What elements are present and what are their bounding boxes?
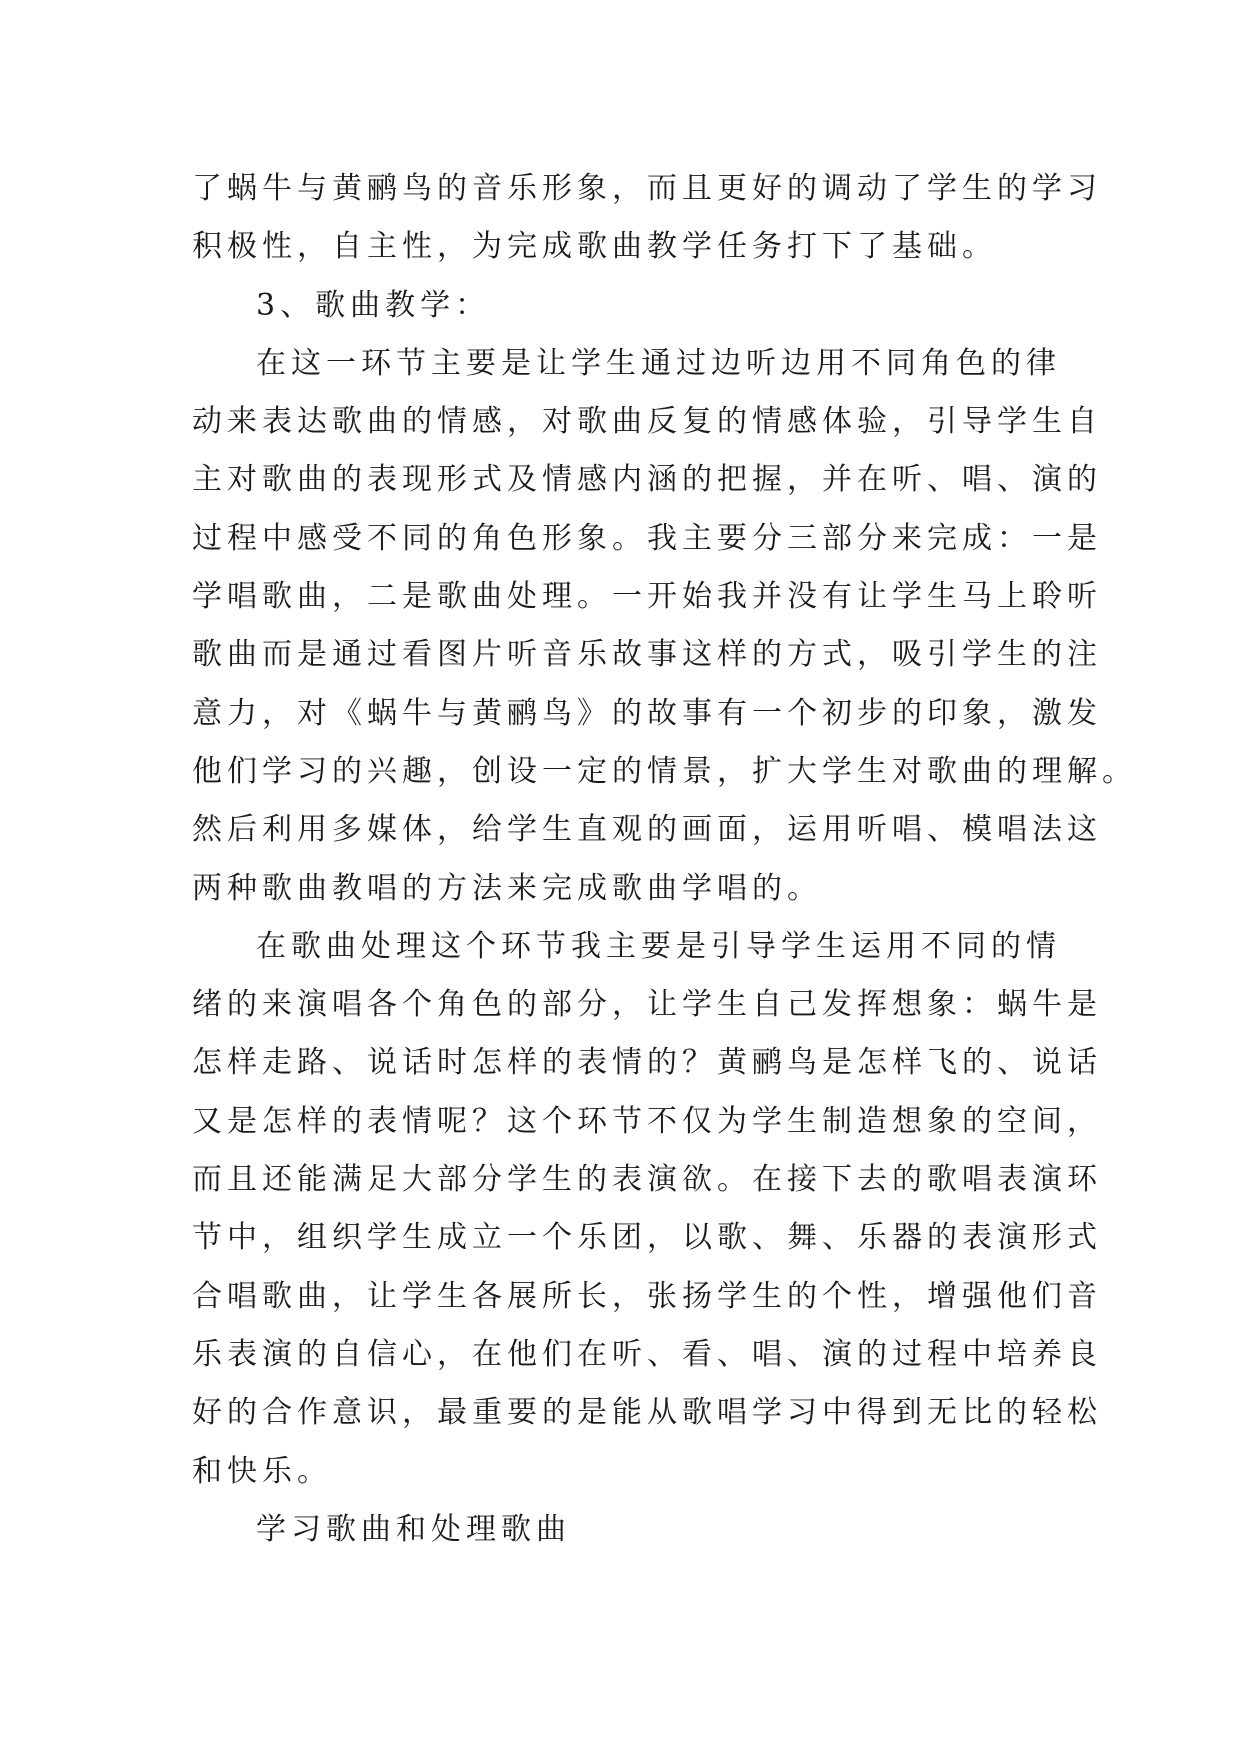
text-line: 节中，组织学生成立一个乐团，以歌、舞、乐器的表演形式 (192, 1220, 1102, 1256)
text-line: 绪的来演唱各个角色的部分，让学生自己发挥想象：蜗牛是 (192, 987, 1102, 1023)
text-line: 学唱歌曲，二是歌曲处理。一开始我并没有让学生马上聆听 (192, 579, 1102, 615)
text-line: 好的合作意识，最重要的是能从歌唱学习中得到无比的轻松 (192, 1395, 1102, 1431)
section-heading: 学习歌曲和处理歌曲 (256, 1511, 571, 1547)
text-line: 歌曲而是通过看图片听音乐故事这样的方式，吸引学生的注 (192, 637, 1102, 673)
text-line: 乐表演的自信心，在他们在听、看、唱、演的过程中培养良 (192, 1336, 1102, 1372)
body-text (192, 160, 1137, 1559)
text-line: 又是怎样的表情呢？这个环节不仅为学生制造想象的空间， (192, 1103, 1102, 1139)
text-line: 合唱歌曲，让学生各展所长，张扬学生的个性，增强他们音 (192, 1278, 1102, 1314)
text-line: 积极性，自主性，为完成歌曲教学任务打下了基础。 (192, 229, 997, 265)
text-line: 在这一环节主要是让学生通过边听边用不同角色的律 (256, 345, 1061, 381)
text-line: 而且还能满足大部分学生的表演欲。在接下去的歌唱表演环 (192, 1162, 1102, 1198)
text-line: 动来表达歌曲的情感，对歌曲反复的情感体验，引导学生自 (192, 404, 1102, 440)
text-line: 两种歌曲教唱的方法来完成歌曲学唱的。 (192, 870, 822, 906)
text-line: 过程中感受不同的角色形象。我主要分三部分来完成：一是 (192, 520, 1102, 556)
text-line: 了蜗牛与黄鹂鸟的音乐形象，而且更好的调动了学生的学习 (192, 171, 1102, 206)
text-line: 和快乐。 (192, 1453, 332, 1489)
text-line: 怎样走路、说话时怎样的表情的？黄鹂鸟是怎样飞的、说话 (192, 1045, 1102, 1081)
text-line: 他们学习的兴趣，创设一定的情景，扩大学生对歌曲的理解。 (192, 753, 1137, 789)
text-line: 在歌曲处理这个环节我主要是引导学生运用不同的情 (256, 928, 1061, 964)
text-line: 然后利用多媒体，给学生直观的画面，运用听唱、模唱法这 (192, 812, 1102, 848)
text-line: 主对歌曲的表现形式及情感内涵的把握，并在听、唱、演的 (192, 462, 1102, 498)
section-heading: 3、歌曲教学： (256, 287, 491, 323)
text-line: 意力，对《蜗牛与黄鹂鸟》的故事有一个初步的印象，激发 (192, 695, 1102, 731)
